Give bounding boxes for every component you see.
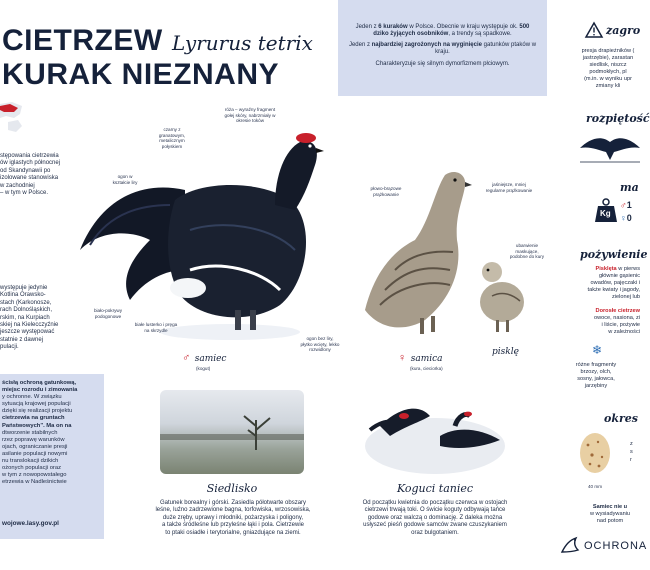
wingspan-bird-icon xyxy=(580,128,640,169)
diet-winter: różne fragmenty brzozy, olch, sosny, jałowca, jarzębiny xyxy=(575,362,617,389)
weight-icon: Kg xyxy=(595,198,617,222)
male-annotation-comb: róża – wyraźny fragment gołej skóry, nabrzmiały w okresie toków xyxy=(224,107,276,124)
range-text: stępowania cietrzewia ów iglastych północnej od Skandynawii po izolowane stanowiska w zachodniej – w tym w Polsce. xyxy=(0,153,61,197)
mass-female: ♀0 xyxy=(620,213,632,223)
eggs-title: okres xyxy=(604,412,638,425)
warning-icon xyxy=(585,22,603,43)
female-label: ♀ samica (kura, cieciorka) xyxy=(398,352,443,371)
egg-illustration xyxy=(578,430,612,481)
male-annotation-undertail: biało-pokrywy podogonowe xyxy=(93,308,123,319)
snowflake-icon: ❄ xyxy=(592,343,603,357)
male-annotation-tail: ogon w kształcie liry xyxy=(112,174,138,185)
mass-title: ma xyxy=(620,181,639,194)
intro-p1-bold2: 500 dziko żyjących osobników xyxy=(373,24,530,38)
male-annotation-color: czarny z granatowym, metalicznym połyskiem xyxy=(158,127,186,149)
intro-p2-suffix: gatunków ptaków w kraju. xyxy=(435,41,537,56)
intro-p1-prefix: Jeden z xyxy=(355,24,377,30)
diet-title: pożywienie xyxy=(580,248,648,261)
male-grouse-illustration xyxy=(70,120,340,355)
chick-illustration xyxy=(472,256,532,341)
lek-text: Od początku kwietnia do początku czerwca w ostojach cietrzewi trwają toki. O świcie koguty odbywają tańce godowe oraz walczą o dominację. Z daleka można usłyszeć pieśń godowe samców zwane czuszykaniem oraz bulgotaniem. xyxy=(362,500,508,536)
female-annotation-barring: płowo-brązowe prążkowanie xyxy=(370,186,402,197)
habitat-photo xyxy=(160,390,304,474)
latin-name: Lyrurus tetrix xyxy=(172,31,313,55)
threats-title: zagro xyxy=(606,24,641,37)
lek-title: Koguci taniec xyxy=(396,482,474,495)
female-annotation-light: jaśniejsze, mniej regularne prążkowanie xyxy=(485,182,533,193)
male-symbol-icon: ♂ xyxy=(182,352,191,364)
chick-label: pisklę xyxy=(492,347,519,357)
male-mass-icon: ♂ xyxy=(620,200,627,210)
lek-illustration xyxy=(360,386,510,476)
protection-box: ścisłą ochroną gatunkową, miejsc rozrodu i zimowania y ochronne. W związku sytuacją krajowej populacji dzięki się realizacji projektu cietrzewia na gruntach Państwowych". Ma on na dtworzenie stabilnych rzez poprawę warunków ojach, ograniczanie presji asilanie populacji nowymi nu translokacji dzikich ożonych populacji oraz w tym z nowopowstałego etrzewia w Nadleśnictwie wojowe.lasy.gov.pl xyxy=(0,374,104,539)
intro-p3: Charakteryzuje się silnym dymorfizmem płciowym. xyxy=(375,60,510,67)
range-map-icon xyxy=(0,100,30,145)
intro-p1-bold1: 6 kuraków xyxy=(378,24,408,30)
intro-p2-bold: najbardziej zagrożonych na wyginięcie xyxy=(371,41,482,48)
website-link[interactable]: wojowe.lasy.gov.pl xyxy=(2,520,59,527)
diet-adults: Dorosłe cietrzew owoce, nasiona, zi i liście, pożywie w zależności xyxy=(593,308,640,335)
eggs-side-text: z s r xyxy=(630,441,633,463)
wingspan-title: rozpiętość xyxy=(586,112,650,125)
female-annotation-camo: ubarwienie maskujące, podobne do kury xyxy=(509,243,545,260)
mass-male: ♂1 xyxy=(620,200,632,210)
male-label: ♂ samiec (kogut) xyxy=(182,352,227,371)
female-annotation-tail: ogon bez liry, płytko wcięty, lekko rozwidlony xyxy=(300,336,340,353)
intro-box xyxy=(338,0,547,96)
threats-text: presja drapieżników ( jastrzębie), zarastan siedlisk, niszcz podmokłych, pl (m.in. w wyniku upr zmiany kli xyxy=(581,48,635,89)
poland-text: występuje jedynie Kotlina Orawsko- stach (Karkonosze, rach Dolnośląskich, rskim, na Kurpiach skiej na Kielecczyźnie jeszcze występować statnie z dawnej pulacji. xyxy=(0,285,59,351)
title-line-1: CIETRZEW xyxy=(2,24,163,57)
intro-p2-prefix: Jeden z xyxy=(348,41,370,48)
eggs-note: Samiec nie u w wysiadywaniu nad potom xyxy=(589,504,631,524)
title-line-2: KURAK NIEZNANY xyxy=(2,58,279,91)
female-symbol-icon: ♀ xyxy=(398,352,407,364)
habitat-text: Gatunek borealny i górski. Zasiedla półotwarte obszary leśne, luźno zadrzewione bagna, torfowiska, wrzosowiska, duże zręby, uprawy i młodniki, pożarzyska i poligony, a także śródleśne lub przyleśne łąki i pola. Cietrzewie to ptaki osiadłe i terytorialne, gniazdujące na ziemi. xyxy=(155,500,311,536)
intro-p1-mid: w Polsce. Obecnie w kraju występuje ok. xyxy=(409,24,518,30)
habitat-title: Siedlisko xyxy=(206,482,258,495)
bird-logo-icon xyxy=(558,534,582,561)
footer-brand: OCHRONA xyxy=(584,540,648,552)
male-annotation-wing: białe lusterko i pręga na skrzydle xyxy=(134,322,178,333)
intro-p1-suffix: , a trendy są spadkowe. xyxy=(448,31,512,38)
egg-size-label: 40 mm xyxy=(588,484,603,489)
female-mass-icon: ♀ xyxy=(620,213,627,223)
diet-chicks: Pisklęta w pierws głównie gąsienic owadów, pajęczaki i także kwiaty i jagody, zielonej lub xyxy=(587,266,640,300)
